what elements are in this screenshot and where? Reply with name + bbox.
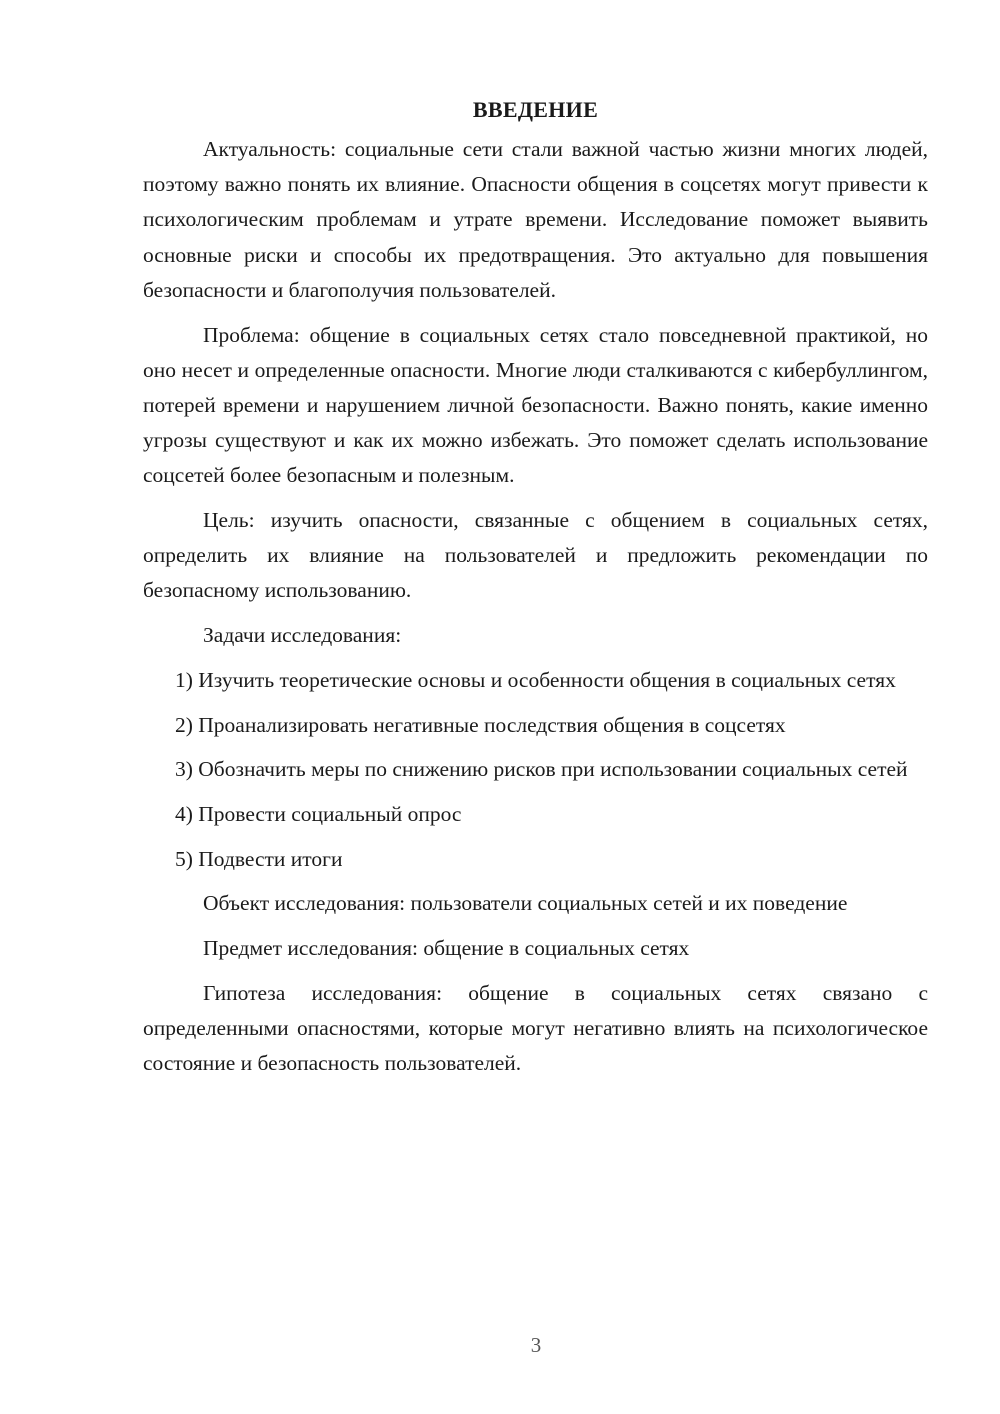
relevance-paragraph: Актуальность: социальные сети стали важной частью жизни многих людей, поэтому важно понять их влияние. Опасности общения в соцсетях могут привести к психологическим проблемам и утрате времени. Исследование поможет выявить основные риски и способы их предотвращения. Это актуально для повышения безопасности и благополучия пользователей. xyxy=(143,137,928,302)
page-number: 3 xyxy=(530,1333,542,1357)
subject-paragraph: Предмет исследования: общение в социальных сетях xyxy=(203,936,690,961)
tasks-heading: Задачи исследования: xyxy=(203,623,402,648)
problem-paragraph: Проблема: общение в социальных сетях стало повседневной практикой, но оно несет и определенные опасности. Многие люди сталкиваются с кибербуллингом, потерей времени и нарушением личной безопасности. Важно понять, какие именно угрозы существуют и как их можно избежать. Это поможет сделать использование соцсетей более безопасным и полезным. xyxy=(143,322,928,488)
task-item: 5) Подвести итоги xyxy=(175,846,343,871)
section-title: ВВЕДЕНИЕ xyxy=(472,97,599,122)
document-page xyxy=(143,92,928,1091)
task-item: 3) Обозначить меры по снижению рисков при использовании социальных сетей xyxy=(175,757,908,782)
task-item: 4) Провести социальный опрос xyxy=(175,801,462,826)
goal-paragraph: Цель: изучить опасности, связанные с общением в социальных сетях, определить их влияние на пользователей и предложить рекомендации по безопасному использованию. xyxy=(143,508,928,603)
task-item: 1) Изучить теоретические основы и особенности общения в социальных сетях xyxy=(175,667,896,692)
task-item: 2) Проанализировать негативные последствия общения в соцсетях xyxy=(175,712,786,737)
hypothesis-paragraph: Гипотеза исследования: общение в социальных сетях связано с определенными опасностями, которые могут негативно влиять на психологическое состояние и безопасность пользователей. xyxy=(143,980,928,1076)
tasks-list xyxy=(143,663,928,877)
object-paragraph: Объект исследования: пользователи социальных сетей и их поведение xyxy=(203,891,848,916)
